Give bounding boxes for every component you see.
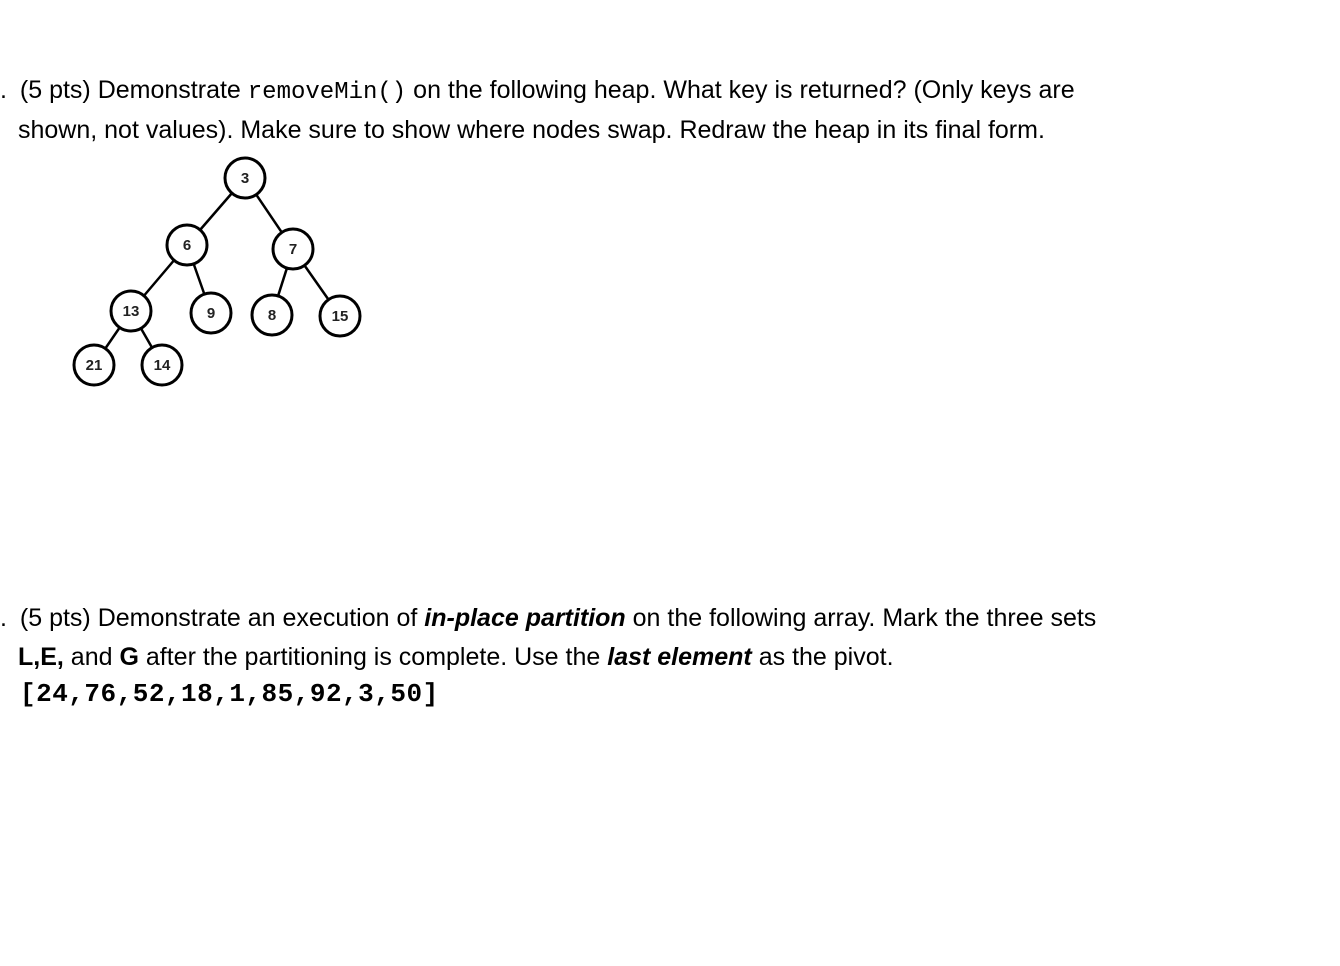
heap-edge-n3-n6 (200, 193, 232, 230)
q2-marker: . (0, 604, 7, 632)
q2-emph-in-place-partition: in-place partition (424, 604, 626, 632)
q1-method-name: removeMin() (247, 79, 407, 106)
heap-node-key: 9 (206, 305, 216, 322)
heap-node-key: 6 (182, 237, 192, 254)
heap-node-key: 13 (122, 303, 140, 320)
heap-node-key: 8 (267, 307, 277, 324)
q2-array: [24,76,52,18,1,85,92,3,50] (20, 679, 439, 709)
heap-node-key: 14 (153, 357, 171, 374)
heap-node-key: 3 (240, 170, 250, 187)
heap-node-21 (74, 345, 114, 385)
heap-node-key: 15 (331, 308, 349, 325)
q2-sets-le: L,E, (18, 643, 64, 671)
heap-edge-n13-n14 (141, 328, 152, 347)
heap-diagram (0, 150, 380, 400)
heap-node-key: 21 (85, 357, 103, 374)
heap-node-9 (191, 293, 231, 333)
heap-edge-n7-n15 (304, 265, 328, 299)
q2-line2-a: after the partitioning is complete. Use the (145, 643, 601, 671)
heap-node-3 (225, 158, 265, 198)
heap-node-7 (273, 229, 313, 269)
q1-marker: . (0, 76, 7, 104)
heap-edge-n3-n7 (256, 195, 282, 233)
heap-node-8 (252, 295, 292, 335)
q2-line2-b: as the pivot. (758, 643, 894, 671)
q2-and: and (70, 643, 113, 671)
heap-edge-n6-n9 (194, 264, 205, 294)
q1-line1-rest: on the following heap. What key is returned? (Only keys are (413, 76, 1075, 104)
heap-node-key: 7 (288, 241, 298, 258)
q1-points: (5 pts) Demonstrate (19, 76, 241, 104)
heap-edge-n7-n8 (278, 268, 287, 296)
q2-line1-a: (5 pts) Demonstrate an execution of (19, 604, 418, 632)
heap-node-15 (320, 296, 360, 336)
q2-line-2 (18, 641, 894, 673)
heap-nodes (74, 158, 360, 385)
q2-emph-last-element: last element (607, 643, 752, 671)
q2-set-g: G (119, 643, 139, 671)
q1-line-1 (0, 74, 1075, 109)
q2-line-1 (0, 602, 1096, 634)
heap-node-14 (142, 345, 182, 385)
q1-line-2: shown, not values). Make sure to show where nodes swap. Redraw the heap in its final form. (18, 116, 1045, 144)
heap-edge-n6-n13 (144, 260, 174, 295)
heap-node-6 (167, 225, 207, 265)
heap-edge-n13-n21 (105, 327, 119, 348)
q2-line1-b: on the following array. Mark the three sets (632, 604, 1097, 632)
heap-node-13 (111, 291, 151, 331)
